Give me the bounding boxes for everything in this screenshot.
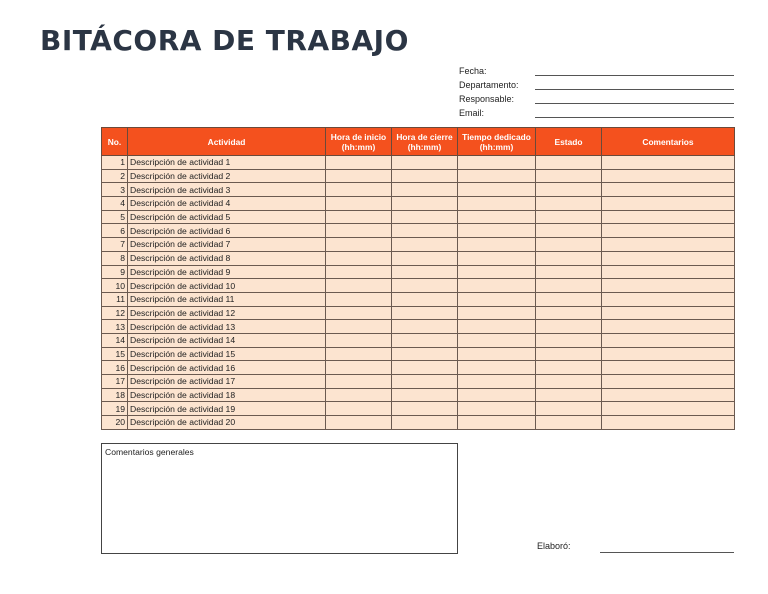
elaboro-label: Elaboró: (537, 541, 571, 551)
row-comments-cell[interactable] (602, 320, 735, 334)
row-time-spent-cell[interactable] (458, 347, 536, 361)
row-number: 16 (102, 361, 128, 375)
row-activity: Descripción de actividad 13 (128, 320, 326, 334)
table-row (102, 169, 735, 183)
row-comments-cell[interactable] (602, 361, 735, 375)
row-activity: Descripción de actividad 19 (128, 402, 326, 416)
responsable-field[interactable] (535, 94, 734, 104)
header-actividad: Actividad (128, 128, 326, 156)
table-row (102, 238, 735, 252)
row-start-time-cell[interactable] (326, 306, 392, 320)
email-label: Email: (459, 108, 485, 118)
row-number: 13 (102, 320, 128, 334)
row-start-time-cell[interactable] (326, 169, 392, 183)
row-activity: Descripción de actividad 17 (128, 375, 326, 389)
info-block (459, 62, 734, 118)
header-comentarios: Comentarios (602, 128, 735, 156)
row-status-cell[interactable] (536, 197, 602, 211)
table-row (102, 361, 735, 375)
row-time-spent-cell[interactable] (458, 210, 536, 224)
row-comments-cell[interactable] (602, 238, 735, 252)
header-inicio: Hora de inicio (hh:mm) (326, 128, 392, 156)
row-time-spent-cell[interactable] (458, 375, 536, 389)
row-number: 3 (102, 183, 128, 197)
row-end-time-cell[interactable] (392, 224, 458, 238)
row-activity: Descripción de actividad 6 (128, 224, 326, 238)
fecha-row (459, 62, 734, 76)
row-status-cell[interactable] (536, 292, 602, 306)
row-end-time-cell[interactable] (392, 265, 458, 279)
row-time-spent-cell[interactable] (458, 265, 536, 279)
row-end-time-cell[interactable] (392, 375, 458, 389)
row-number: 2 (102, 169, 128, 183)
row-comments-cell[interactable] (602, 416, 735, 430)
row-status-cell[interactable] (536, 416, 602, 430)
row-end-time-cell[interactable] (392, 347, 458, 361)
row-end-time-cell[interactable] (392, 416, 458, 430)
departamento-label: Departamento: (459, 80, 519, 90)
activity-table (101, 127, 735, 430)
row-number: 14 (102, 333, 128, 347)
row-activity: Descripción de actividad 12 (128, 306, 326, 320)
header-cierre: Hora de cierre (hh:mm) (392, 128, 458, 156)
row-number: 12 (102, 306, 128, 320)
row-time-spent-cell[interactable] (458, 156, 536, 170)
row-activity: Descripción de actividad 20 (128, 416, 326, 430)
row-status-cell[interactable] (536, 388, 602, 402)
row-start-time-cell[interactable] (326, 388, 392, 402)
table-row (102, 333, 735, 347)
row-start-time-cell[interactable] (326, 224, 392, 238)
departamento-row (459, 76, 734, 90)
row-time-spent-cell[interactable] (458, 388, 536, 402)
row-start-time-cell[interactable] (326, 292, 392, 306)
email-field[interactable] (535, 108, 734, 118)
row-time-spent-cell[interactable] (458, 320, 536, 334)
table-row (102, 251, 735, 265)
row-comments-cell[interactable] (602, 183, 735, 197)
row-activity: Descripción de actividad 2 (128, 169, 326, 183)
table-row (102, 416, 735, 430)
row-start-time-cell[interactable] (326, 265, 392, 279)
row-end-time-cell[interactable] (392, 361, 458, 375)
row-number: 20 (102, 416, 128, 430)
row-activity: Descripción de actividad 16 (128, 361, 326, 375)
row-number: 19 (102, 402, 128, 416)
row-activity: Descripción de actividad 9 (128, 265, 326, 279)
table-header-row (102, 128, 735, 156)
row-comments-cell[interactable] (602, 306, 735, 320)
row-activity: Descripción de actividad 4 (128, 197, 326, 211)
row-start-time-cell[interactable] (326, 320, 392, 334)
row-end-time-cell[interactable] (392, 210, 458, 224)
row-activity: Descripción de actividad 18 (128, 388, 326, 402)
table-row (102, 210, 735, 224)
row-time-spent-cell[interactable] (458, 238, 536, 252)
row-time-spent-cell[interactable] (458, 224, 536, 238)
row-time-spent-cell[interactable] (458, 183, 536, 197)
row-number: 5 (102, 210, 128, 224)
general-comments-box[interactable] (101, 443, 458, 554)
row-status-cell[interactable] (536, 375, 602, 389)
row-end-time-cell[interactable] (392, 402, 458, 416)
table-row (102, 292, 735, 306)
row-comments-cell[interactable] (602, 169, 735, 183)
row-start-time-cell[interactable] (326, 333, 392, 347)
table-row (102, 279, 735, 293)
row-end-time-cell[interactable] (392, 320, 458, 334)
row-comments-cell[interactable] (602, 224, 735, 238)
row-time-spent-cell[interactable] (458, 169, 536, 183)
row-number: 17 (102, 375, 128, 389)
row-start-time-cell[interactable] (326, 402, 392, 416)
table-row (102, 375, 735, 389)
row-end-time-cell[interactable] (392, 251, 458, 265)
row-number: 18 (102, 388, 128, 402)
row-end-time-cell[interactable] (392, 197, 458, 211)
row-start-time-cell[interactable] (326, 156, 392, 170)
row-comments-cell[interactable] (602, 388, 735, 402)
departamento-field[interactable] (535, 80, 734, 90)
row-number: 11 (102, 292, 128, 306)
fecha-field[interactable] (535, 66, 734, 76)
table-row (102, 156, 735, 170)
row-end-time-cell[interactable] (392, 183, 458, 197)
row-activity: Descripción de actividad 8 (128, 251, 326, 265)
responsable-row (459, 90, 734, 104)
row-comments-cell[interactable] (602, 347, 735, 361)
table-row (102, 320, 735, 334)
row-start-time-cell[interactable] (326, 347, 392, 361)
row-number: 9 (102, 265, 128, 279)
row-end-time-cell[interactable] (392, 333, 458, 347)
row-time-spent-cell[interactable] (458, 402, 536, 416)
row-start-time-cell[interactable] (326, 183, 392, 197)
table-row (102, 306, 735, 320)
row-status-cell[interactable] (536, 333, 602, 347)
row-time-spent-cell[interactable] (458, 292, 536, 306)
row-status-cell[interactable] (536, 169, 602, 183)
table-row (102, 197, 735, 211)
row-number: 8 (102, 251, 128, 265)
row-activity: Descripción de actividad 10 (128, 279, 326, 293)
responsable-label: Responsable: (459, 94, 515, 104)
page-title: BITÁCORA DE TRABAJO (40, 24, 409, 57)
row-status-cell[interactable] (536, 361, 602, 375)
row-activity: Descripción de actividad 15 (128, 347, 326, 361)
row-comments-cell[interactable] (602, 279, 735, 293)
row-activity: Descripción de actividad 14 (128, 333, 326, 347)
row-comments-cell[interactable] (602, 210, 735, 224)
row-end-time-cell[interactable] (392, 292, 458, 306)
row-comments-cell[interactable] (602, 251, 735, 265)
row-status-cell[interactable] (536, 210, 602, 224)
row-comments-cell[interactable] (602, 375, 735, 389)
table-body (102, 156, 735, 430)
header-estado: Estado (536, 128, 602, 156)
row-time-spent-cell[interactable] (458, 279, 536, 293)
row-time-spent-cell[interactable] (458, 416, 536, 430)
row-activity: Descripción de actividad 7 (128, 238, 326, 252)
row-time-spent-cell[interactable] (458, 306, 536, 320)
row-end-time-cell[interactable] (392, 156, 458, 170)
row-comments-cell[interactable] (602, 265, 735, 279)
header-no: No. (102, 128, 128, 156)
row-status-cell[interactable] (536, 224, 602, 238)
row-comments-cell[interactable] (602, 333, 735, 347)
row-comments-cell[interactable] (602, 197, 735, 211)
email-row (459, 104, 734, 118)
row-activity: Descripción de actividad 3 (128, 183, 326, 197)
row-number: 1 (102, 156, 128, 170)
table-row (102, 265, 735, 279)
row-status-cell[interactable] (536, 238, 602, 252)
header-tiempo: Tiempo dedicado (hh:mm) (458, 128, 536, 156)
general-comments-label: Comentarios generales (105, 447, 194, 457)
table-row (102, 224, 735, 238)
row-time-spent-cell[interactable] (458, 361, 536, 375)
row-activity: Descripción de actividad 11 (128, 292, 326, 306)
row-activity: Descripción de actividad 5 (128, 210, 326, 224)
row-number: 7 (102, 238, 128, 252)
row-start-time-cell[interactable] (326, 361, 392, 375)
row-status-cell[interactable] (536, 320, 602, 334)
row-status-cell[interactable] (536, 279, 602, 293)
row-status-cell[interactable] (536, 156, 602, 170)
row-status-cell[interactable] (536, 251, 602, 265)
table-row (102, 402, 735, 416)
row-time-spent-cell[interactable] (458, 197, 536, 211)
row-start-time-cell[interactable] (326, 279, 392, 293)
row-end-time-cell[interactable] (392, 169, 458, 183)
row-number: 10 (102, 279, 128, 293)
table-row (102, 183, 735, 197)
row-start-time-cell[interactable] (326, 251, 392, 265)
row-comments-cell[interactable] (602, 402, 735, 416)
row-start-time-cell[interactable] (326, 416, 392, 430)
row-start-time-cell[interactable] (326, 197, 392, 211)
row-comments-cell[interactable] (602, 292, 735, 306)
row-status-cell[interactable] (536, 347, 602, 361)
row-start-time-cell[interactable] (326, 238, 392, 252)
row-end-time-cell[interactable] (392, 279, 458, 293)
table-row (102, 347, 735, 361)
elaboro-field[interactable] (600, 552, 734, 553)
row-time-spent-cell[interactable] (458, 251, 536, 265)
row-comments-cell[interactable] (602, 156, 735, 170)
row-status-cell[interactable] (536, 265, 602, 279)
table-row (102, 388, 735, 402)
row-end-time-cell[interactable] (392, 388, 458, 402)
row-status-cell[interactable] (536, 402, 602, 416)
row-number: 6 (102, 224, 128, 238)
row-end-time-cell[interactable] (392, 238, 458, 252)
row-status-cell[interactable] (536, 306, 602, 320)
row-status-cell[interactable] (536, 183, 602, 197)
row-start-time-cell[interactable] (326, 375, 392, 389)
row-time-spent-cell[interactable] (458, 333, 536, 347)
row-number: 15 (102, 347, 128, 361)
row-number: 4 (102, 197, 128, 211)
row-start-time-cell[interactable] (326, 210, 392, 224)
row-activity: Descripción de actividad 1 (128, 156, 326, 170)
fecha-label: Fecha: (459, 66, 487, 76)
row-end-time-cell[interactable] (392, 306, 458, 320)
